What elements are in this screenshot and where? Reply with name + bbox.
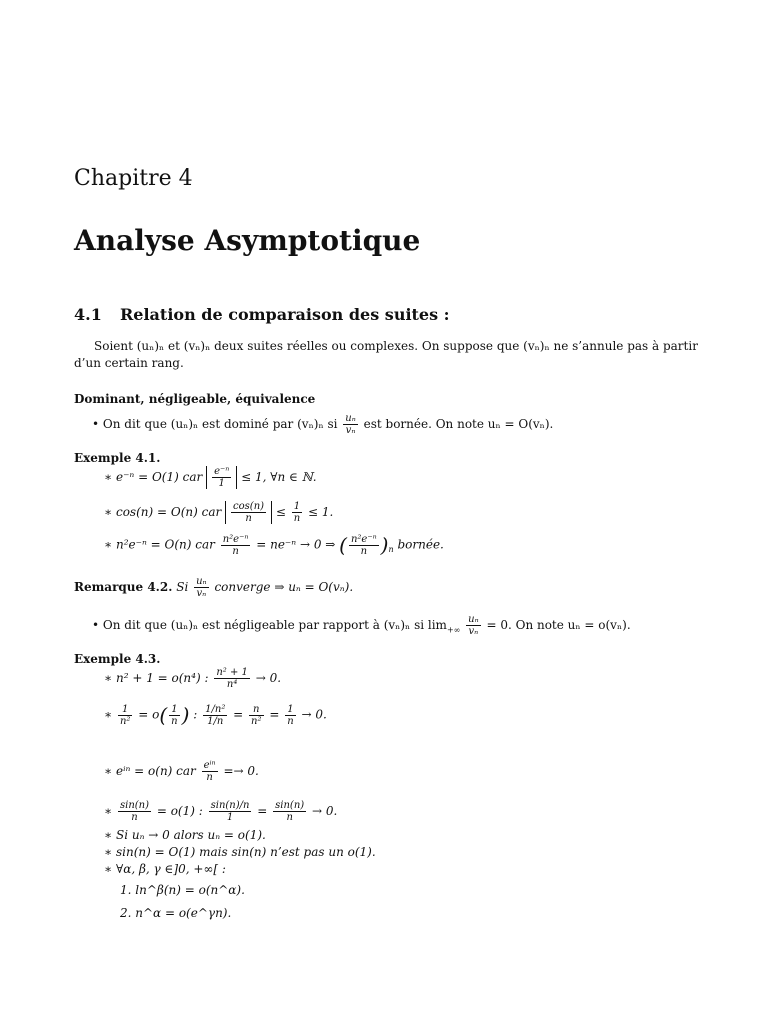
star-icon: ∗ [104, 671, 113, 685]
section-title: Relation de comparaison des suites : [120, 305, 450, 324]
sub-item: 1. ln^β(n) = o(n^α). [120, 883, 245, 897]
star-icon: ∗ [104, 804, 113, 818]
example-item: ∗ n²e⁻ⁿ = O(n) car $\frac{\text{n²e⁻ⁿ}}{n}$ = ne⁻ⁿ → 0 ⇒ ( $\frac{\text{n²e⁻ⁿ}}{n}$ )$_n$ bornée. [104, 533, 444, 557]
chapter-title: Analyse Asymptotique [74, 224, 421, 257]
subheading: Dominant, négligeable, équivalence [74, 392, 316, 406]
section-number: 4.1 [74, 305, 102, 324]
chapter-label: Chapitre 4 [74, 166, 193, 191]
example-item: ∗ ∀α, β, γ ∈]0, +∞[ : [104, 862, 226, 876]
star-icon: ∗ [104, 537, 113, 552]
example-item: ∗ n² + 1 = o(n⁴) : $\frac{\text{n² + 1}}{\text{n⁴}}$ → 0. [104, 667, 282, 690]
example-item: ∗ eⁱⁿ = o(n) car $\frac{\text{eⁱⁿ}}{n}$ =→ 0. [104, 760, 259, 783]
bullet-negligible: • On dit que (uₙ)ₙ est négligeable par rapport à (vₙ)ₙ si $\lim_{+\infty}$ $\frac{\text{uₙ}}{\text{vₙ}}$ = 0. On note uₙ = o(vₙ). [92, 614, 631, 637]
example-item: ∗ $\frac{1}{\text{n²}}$ = o( $\frac{1}{n}$ ) : $\frac{\text{1/n²}}{1/n}$ = $\frac{n}{\text{n²}}$ = $\frac{1}{n}$ → 0. [104, 703, 327, 727]
star-icon: ∗ [104, 505, 113, 519]
example-item: ∗ $\frac{\sin(n)}{n}$ = o(1) : $\frac{\sin(n)/n}{1}$ = $\frac{\sin(n)}{n}$ → 0. [104, 800, 338, 823]
remark: Remarque 4.2. Si $\frac{\text{uₙ}}{\text{vₙ}}$ converge ⇒ uₙ = O(vₙ). [74, 576, 354, 599]
example-title: Exemple 4.1. [74, 451, 161, 465]
section-heading [74, 305, 450, 324]
star-icon: ∗ [104, 845, 113, 859]
bullet-icon: • [92, 417, 100, 431]
star-icon: ∗ [104, 764, 113, 778]
example-item: ∗ cos(n) = O(n) car $\frac{\cos(n)}{n}$ ≤ $\frac{1}{n}$ ≤ 1. [104, 501, 334, 524]
star-icon: ∗ [104, 862, 113, 876]
example-item: ∗ Si uₙ → 0 alors uₙ = o(1). [104, 828, 266, 842]
star-icon: ∗ [104, 470, 113, 484]
fraction: $\frac{\text{uₙ}}{\text{vₙ}}$ [345, 413, 356, 436]
star-icon: ∗ [104, 707, 113, 722]
star-icon: ∗ [104, 828, 113, 842]
bullet-icon: • [92, 618, 100, 632]
bullet-dominated: • On dit que (uₙ)ₙ est dominé par (vₙ)ₙ si $\frac{\text{uₙ}}{\text{vₙ}}$ est bornée. On note uₙ = O(vₙ). [92, 413, 554, 436]
example-item: ∗ sin(n) = O(1) mais sin(n) n’est pas un o(1). [104, 845, 376, 859]
intro-line-2: d’un certain rang. [74, 356, 184, 370]
sub-item: 2. n^α = o(e^γn). [120, 906, 232, 920]
example-title: Exemple 4.3. [74, 652, 161, 666]
intro-line-1: Soient (uₙ)ₙ et (vₙ)ₙ deux suites réelles ou complexes. On suppose que (vₙ)ₙ ne s’annule pas à partir [94, 339, 698, 353]
example-item: ∗ e⁻ⁿ = O(1) car $\frac{\text{e⁻ⁿ}}{1}$ ≤ 1, ∀n ∈ ℕ. [104, 466, 317, 489]
